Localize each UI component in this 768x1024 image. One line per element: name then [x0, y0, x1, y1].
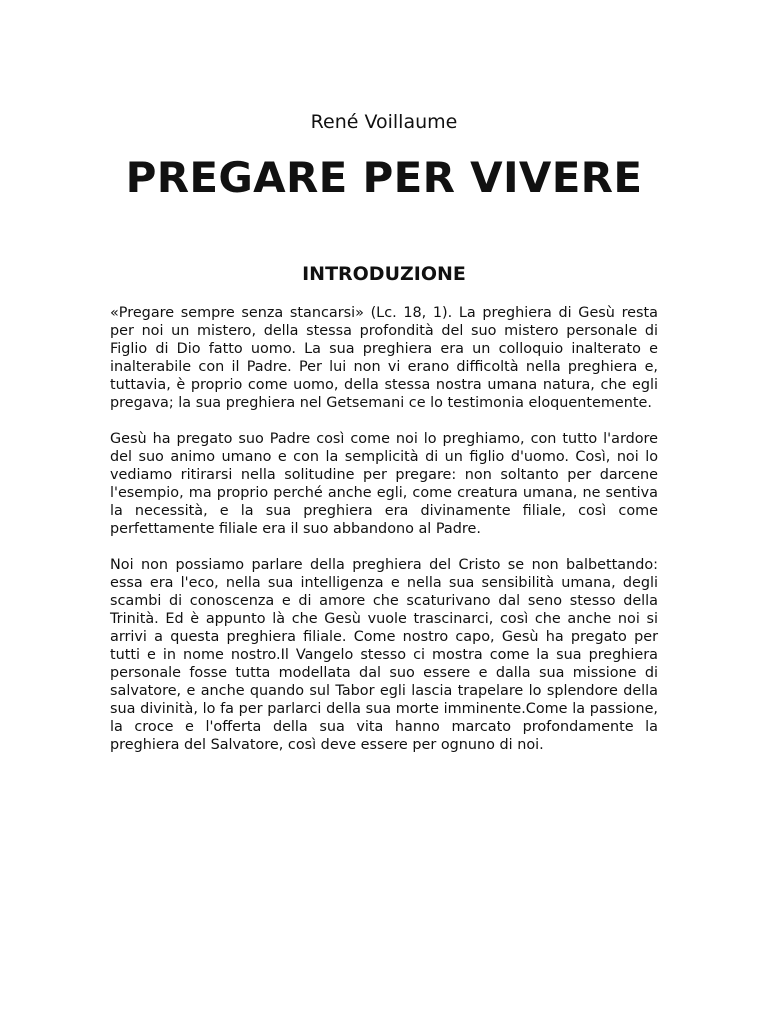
- paragraph-1: «Pregare sempre senza stancarsi» (Lc. 18, 1). La preghiera di Gesù resta per noi un mistero, della stessa profondità del suo mistero personale di Figlio di Dio fatto uomo. La sua preghiera era un colloquio inalterato e inalterabile con il Padre. Per lui non vi erano difficoltà nella preghiera e, tuttavia, è proprio come uomo, della stessa nostra umana natura, che egli pregava; la sua preghiera nel Getsemani ce lo testimonia eloquentemente.: [110, 305, 658, 411]
- author-name: René Voillaume: [310, 111, 458, 133]
- document-title: PREGARE PER VIVERE: [125, 153, 643, 202]
- section-heading: INTRODUZIONE: [302, 263, 466, 285]
- body-text: [110, 304, 658, 772]
- paragraph-3: Noi non possiamo parlare della preghiera del Cristo se non balbettando: essa era l'eco, nella sua intelligenza e nella sua sensibilità umana, degli scambi di conoscenza e di amore che scaturivano dal seno stesso della Trinità. Ed è appunto là che Gesù vuole trascinarci, così che anche noi si arrivi a questa preghiera filiale. Come nostro capo, Gesù ha pregato per tutti e in nome nostro.Il Vangelo stesso ci mostra come la sua preghiera personale fosse tutta modellata dal suo essere e dalla sua missione di salvatore, e anche quando sul Tabor egli lascia trapelare lo splendore della sua divinità, lo fa per parlarci della sua morte imminente.Come la passione, la croce e l'offerta della sua vita hanno marcato profondamente la preghiera del Salvatore, così deve essere per ognuno di noi.: [110, 557, 658, 753]
- paragraph-2: Gesù ha pregato suo Padre così come noi lo preghiamo, con tutto l'ardore del suo animo umano e con la semplicità di un figlio d'uomo. Così, noi lo vediamo ritirarsi nella solitudine per pregare: non soltanto per darcene l'esempio, ma proprio perché anche egli, come creatura umana, ne sentiva la necessità, e la sua preghiera era divinamente filiale, così come perfettamente filiale era il suo abbandono al Padre.: [110, 431, 658, 537]
